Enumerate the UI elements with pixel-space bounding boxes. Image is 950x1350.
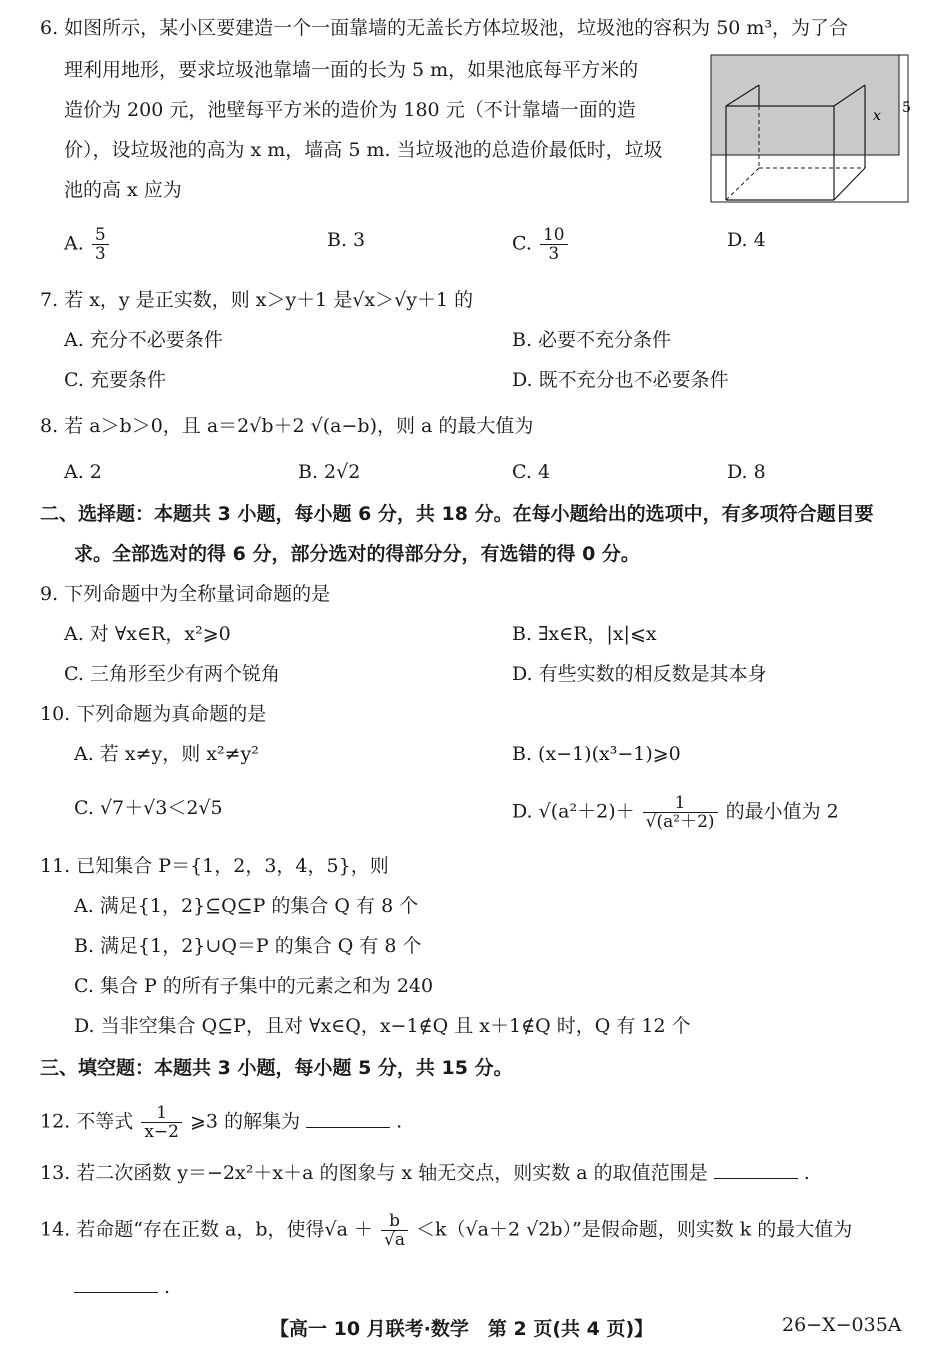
q11-option-a[interactable]: A. 满足{1，2}⊆Q⊆P 的集合 Q 有 8 个 [74,895,419,917]
q7-option-b[interactable]: B. 必要不充分条件 [512,329,672,351]
q13-line [40,1158,810,1187]
q6-option-a-fraction [92,226,109,263]
garbage-pool-figure [710,54,915,204]
q6-line-1: 6. 如图所示，某小区要建造一个一面靠墙的无盖长方体垃圾池，垃圾池的容积为 50 m³，为了合 [40,17,849,39]
fraction-numerator: 1 [643,794,718,813]
q9-option-a[interactable]: A. 对 ∀x∈R，x²⩾0 [64,623,231,645]
q11-option-b[interactable]: B. 满足{1，2}∪Q＝P 的集合 Q 有 8 个 [74,935,422,957]
q12-end: . [396,1110,403,1133]
wall-rect [711,55,899,155]
q9-option-c[interactable]: C. 三角形至少有两个锐角 [64,663,280,685]
q13-answer-blank[interactable] [714,1158,798,1179]
q12-suffix: ⩾3 的解集为 [190,1110,301,1133]
q8-option-a[interactable]: A. 2 [64,461,102,483]
q14-prefix: 14. 若命题“存在正数 a，b，使得√a ＋ [40,1218,373,1241]
q9-option-b[interactable]: B. ∃x∈R，|x|⩽x [512,623,657,645]
q13-end: . [803,1162,810,1184]
fraction-denominator: x−2 [144,1122,179,1142]
q11-option-d[interactable]: D. 当非空集合 Q⊆P，且对 ∀x∈Q，x−1∉Q 且 x＋1∉Q 时，Q 有 12 个 [74,1015,691,1037]
q12-answer-blank[interactable] [306,1107,390,1128]
q10-option-d[interactable] [512,794,839,831]
fraction-denominator: 3 [94,244,106,264]
q14-line [40,1212,852,1249]
section-2-heading-line-1: 二、选择题：本题共 3 小题，每小题 6 分，共 18 分。在每小题给出的选项中，有多项符合题目要 [40,503,874,525]
fraction-denominator: √(a²＋2) [645,812,715,832]
fraction-denominator: 3 [548,244,560,264]
section-3-heading: 三、填空题：本题共 3 小题，每小题 5 分，共 15 分。 [40,1057,513,1079]
q10-option-d-prefix: D. √(a²＋2)＋ [512,800,635,823]
q10-option-b[interactable]: B. (x−1)(x³−1)⩾0 [512,743,681,765]
q6-option-b[interactable]: B. 3 [327,229,366,251]
q9-stem: 9. 下列命题中为全称量词命题的是 [40,583,331,605]
q14-end: . [164,1276,171,1298]
q10-option-d-fraction [643,794,718,831]
q6-line-3: 造价为 200 元，池壁每平方米的造价为 180 元（不计靠墙一面的造 [64,99,636,121]
q8-option-b[interactable]: B. 2√2 [298,461,361,483]
fraction-numerator: 10 [540,226,568,245]
q7-option-d[interactable]: D. 既不充分也不必要条件 [512,369,729,391]
q10-option-a[interactable]: A. 若 x≠y，则 x²≠y² [74,743,259,765]
paper-code: 26−X−035A [782,1314,902,1336]
q12-prefix: 12. 不等式 [40,1110,134,1133]
q6-option-c[interactable] [512,226,570,263]
q6-option-c-label: C. [512,232,532,255]
q12-line [40,1104,402,1141]
q14-answer-line [74,1272,170,1301]
q8-option-c[interactable]: C. 4 [512,461,551,483]
fraction-numerator: 5 [92,226,109,245]
q14-answer-blank[interactable] [74,1272,158,1293]
q10-stem: 10. 下列命题为真命题的是 [40,703,267,725]
q14-suffix: ＜k（√a＋2 √2b）”是假命题，则实数 k 的最大值为 [416,1218,853,1241]
fraction-denominator: √a [384,1230,405,1250]
q11-option-c[interactable]: C. 集合 P 的所有子集中的元素之和为 240 [74,975,434,997]
section-2-heading-line-2: 求。全部选对的得 6 分，部分选对的得部分分，有选错的得 0 分。 [74,543,640,565]
figure-label-5: 5 [902,100,911,116]
q6-option-a-label: A. [64,232,84,255]
q6-option-d[interactable]: D. 4 [727,229,766,251]
q7-option-c[interactable]: C. 充要条件 [64,369,166,391]
q8-option-d[interactable]: D. 8 [727,461,766,483]
page-footer-title: 【高一 10 月联考·数学 第 2 页(共 4 页)】 [270,1318,654,1340]
figure-label-x: x [873,108,881,124]
q6-option-c-fraction [540,226,568,263]
q6-line-4: 价），设垃圾池的高为 x m，墙高 5 m. 当垃圾池的总造价最低时，垃圾 [64,139,663,161]
q7-stem: 7. 若 x，y 是正实数，则 x＞y＋1 是√x＞√y＋1 的 [40,289,474,311]
q10-option-d-suffix: 的最小值为 2 [725,800,839,823]
q7-option-a[interactable]: A. 充分不必要条件 [64,329,223,351]
q6-option-a[interactable] [64,226,111,263]
q11-stem: 11. 已知集合 P＝{1，2，3，4，5}，则 [40,855,389,877]
q10-option-c[interactable]: C. √7＋√3＜2√5 [74,797,223,819]
q13-text: 13. 若二次函数 y＝−2x²＋x＋a 的图象与 x 轴无交点，则实数 a 的取值范围是 [40,1162,708,1184]
q12-fraction [141,1104,182,1141]
q9-option-d[interactable]: D. 有些实数的相反数是其本身 [512,663,767,685]
fraction-numerator: 1 [141,1104,182,1123]
q8-stem: 8. 若 a＞b＞0，且 a＝2√b＋2 √(a−b)，则 a 的最大值为 [40,415,534,437]
fraction-numerator: b [381,1212,408,1231]
q6-line-5: 池的高 x 应为 [64,179,182,201]
q14-fraction [381,1212,408,1249]
q6-line-2: 理利用地形，要求垃圾池靠墙一面的长为 5 m，如果池底每平方米的 [64,59,639,81]
